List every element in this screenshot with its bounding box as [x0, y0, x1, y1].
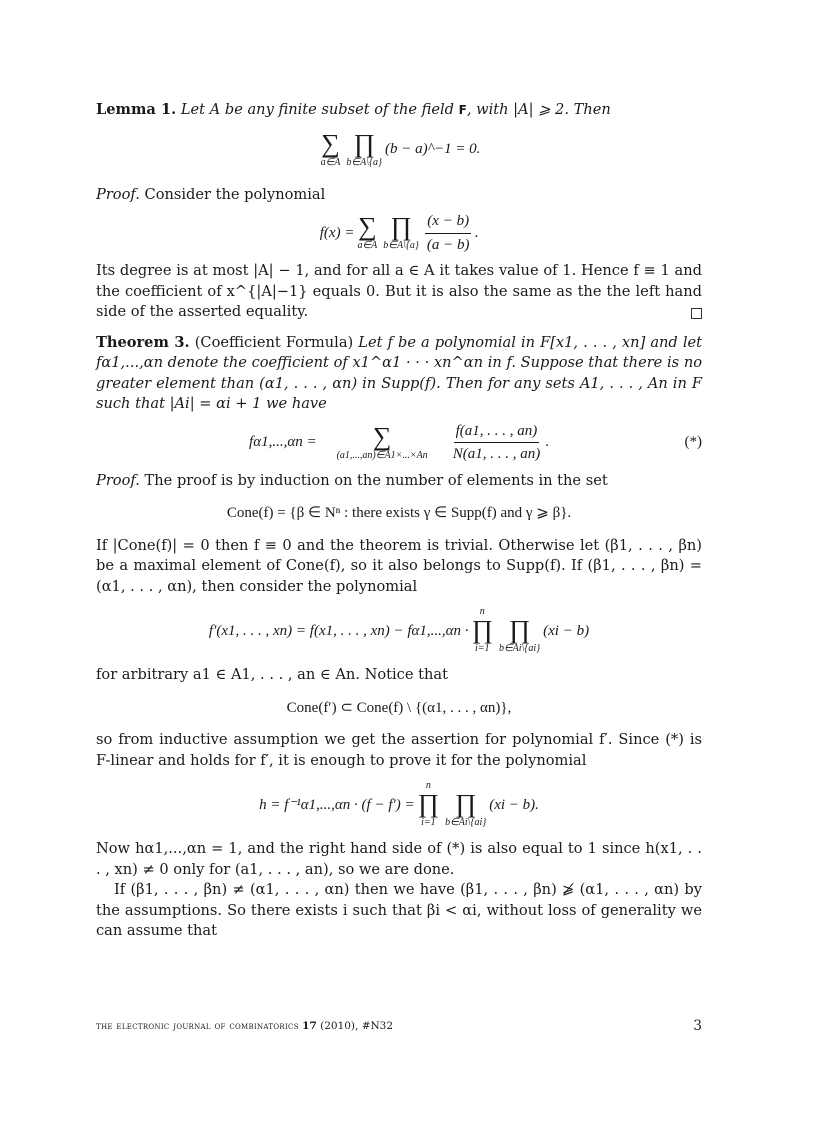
- lemma-equation-rhs: (b − a)^−1 = 0.: [385, 141, 481, 158]
- theorem-statement: [96, 333, 702, 415]
- theorem-name: (Coefficient Formula): [194, 333, 354, 351]
- proof1-text: Its degree is at most |A| − 1, and for all a ∈ A it takes value of 1. Hence f ≡ 1 and the coefficient of x^{|A|−1} equals 0. But it is also the same as the the left hand side of the asserted equality.: [96, 262, 702, 320]
- product-operator-b-2: ∏ b∈Ai\{ai}: [445, 789, 487, 828]
- proof2-p3: for arbitrary a1 ∈ A1, . . . , an ∈ An. Notice that: [96, 666, 448, 683]
- page-number: 3: [693, 1018, 702, 1034]
- product-operator: ∏ b∈A\{a}: [346, 128, 382, 168]
- sum-operator: ∑ a∈A: [320, 128, 341, 168]
- product-operator-b: ∏ b∈Ai\{ai}: [498, 615, 541, 654]
- lemma-statement: [96, 100, 702, 121]
- qed-icon: [691, 308, 702, 319]
- fprime-equation: f′(x1, . . . , xn) = f(x1, . . . , xn) − fα1,...,αn · n ∏ i=1 ∏ b∈Ai\{ai} (xi − b): [208, 606, 590, 654]
- proof2-p6: If (β1, . . . , βn) ≠ (α1, . . . , αn) then we have (β1, . . . , βn) ⩾̸ (α1, . . . , αn) by the assumptions. So there exists i such that βi < αi, without loss of generality we can assume that: [96, 881, 702, 939]
- lemma-label: Lemma 1.: [96, 101, 177, 118]
- journal-volume: 17: [302, 1020, 317, 1032]
- proof1-label: Proof.: [96, 185, 140, 203]
- proof2-label: Proof.: [96, 471, 140, 489]
- theorem-text: Let f be a polynomial in F[x1, . . . , xn] and let fα1,...,αn denote the coefficient of x1^α1 · · · xn^αn in f. Suppose that there is no greater element than (α1, . . . , αn) in Supp(f). Then for any sets A1, . . . , An in F such that |Ai| = αi + 1 we have: [96, 333, 702, 412]
- h-equation: h = f⁻¹α1,...,αn · (f − f′) = n ∏ i=1 ∏ b∈Ai\{ai} (xi − b).: [259, 780, 539, 828]
- proof1-intro: [96, 185, 702, 206]
- journal-year-issue: (2010), #N32: [320, 1020, 394, 1032]
- field-symbol: F: [458, 103, 467, 117]
- product-operator-i: n ∏ i=1: [471, 606, 493, 654]
- proof2-p1: Proof. The proof is by induction on the number of elements in the set: [96, 471, 608, 489]
- cone-inclusion: Cone(f′) ⊂ Cone(f) \ {(α1, . . . , αn)},: [286, 699, 512, 716]
- page-body: [96, 100, 702, 942]
- equation-tag: (*): [684, 434, 702, 451]
- cone-definition: Cone(f) = {β ∈ Nⁿ : there exists γ ∈ Supp(f) and γ ⩾ β}.: [226, 505, 572, 521]
- proof2-p5: Now hα1,...,αn = 1, and the right hand side of (*) is also equal to 1 since h(x1, . . . , xn) ≠ 0 only for (a1, . . . , an), so we are done.: [96, 840, 702, 878]
- journal-name: the electronic journal of combinatorics: [96, 1020, 299, 1032]
- proof1-intro-text: Consider the polynomial: [144, 185, 326, 203]
- sum-operator-2: ∑ a∈A: [357, 212, 378, 251]
- theorem-label: Theorem 3.: [96, 333, 190, 351]
- page-footer: [96, 1020, 702, 1032]
- proof2-p2: If |Cone(f)| = 0 then f ≡ 0 and the theorem is trivial. Otherwise let (β1, . . . , βn) be a maximal element of Cone(f), so it also belongs to Supp(f). If (β1, . . . , βn) = (α1, . . . , αn), then consider the polynomial: [96, 536, 702, 595]
- proof2-p4: so from inductive assumption we get the assertion for polynomial f′. Since (*) is F-linear and holds for f′, it is enough to prove it for the polynomial: [96, 731, 702, 769]
- formula-fraction: $\frac{f(a1, . . . , an)}{N(a1, . . . , an)}$: [452, 422, 541, 462]
- lemma-equation: [96, 128, 702, 169]
- coefficient-formula: fα1,...,αn = ∑ (a1,...,an)∈A1×...×An $\frac{f(a1, . . . , an)}{N(a1, . . . , an)}$ . (*): [96, 421, 702, 465]
- lemma-text-b: , with |A| ⩾ 2. Then: [466, 101, 611, 118]
- product-operator-i-2: n ∏ i=1: [417, 780, 440, 828]
- polynomial-f-equation: f(x) = ∑ a∈A ∏ b∈A\{a} $\frac{(x - b)}{(a - b)}$ .: [96, 211, 702, 255]
- lemma-text-a: Let A be any finite subset of the field: [180, 101, 454, 118]
- sum-operator-3: ∑ (a1,...,an)∈A1×...×An: [336, 421, 428, 461]
- formula-lhs: fα1,...,αn =: [249, 434, 317, 451]
- fx-label: f(x) =: [319, 224, 355, 241]
- product-operator-2: ∏ b∈A\{a}: [383, 212, 419, 251]
- fraction: $\frac{(x - b)}{(a - b)}$: [426, 213, 470, 253]
